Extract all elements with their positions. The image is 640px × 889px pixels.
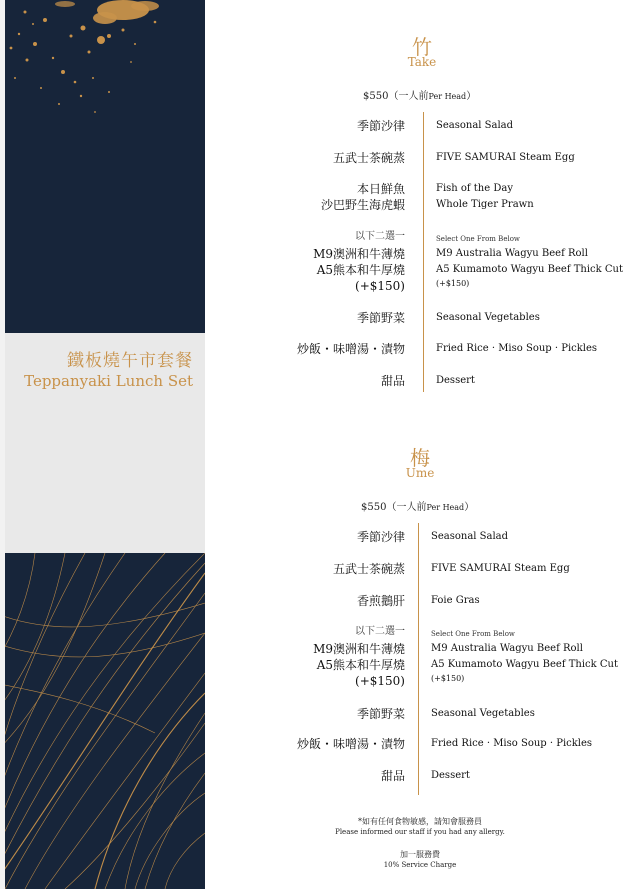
menu-item-zh: M9澳洲和牛薄燒 (313, 642, 405, 656)
menu-item-en: Whole Tiger Prawn (436, 199, 534, 210)
menu-item-en: Dessert (436, 375, 475, 386)
menu-item-zh: (+$150) (355, 279, 405, 293)
gold-splatter-decoration (5, 0, 205, 333)
menu-item-zh: 甜品 (380, 769, 405, 783)
menu-item-zh: 季節野菜 (356, 311, 405, 325)
menu-item-en: A5 Kumamoto Wagyu Beef Thick Cut (436, 264, 623, 275)
menu-item-en: FIVE SAMURAI Steam Egg (436, 152, 575, 163)
menu-item-en: (+$150) (431, 674, 465, 683)
menu-take-price (363, 87, 476, 102)
menu-item-en: Seasonal Salad (431, 531, 509, 542)
menu-item-zh: A5熊本和牛厚燒 (316, 658, 405, 672)
allergy-note-en: Please informed our staff if you had any allergy. (335, 828, 505, 836)
menu-ume-price (361, 498, 474, 513)
menu-item-zh: 沙巴野生海虎蝦 (320, 198, 405, 212)
menu-item-en: Fried Rice · Miso Soup · Pickles (431, 738, 593, 749)
decor-panel-top (5, 0, 205, 333)
menu-item-en: M9 Australia Wagyu Beef Roll (431, 643, 583, 654)
menu-item-en: Dessert (431, 770, 470, 781)
allergy-note-zh: *如有任何食物敏感，請知會服務員 (358, 817, 482, 826)
decor-panel-bottom (5, 553, 205, 889)
service-charge-note (300, 849, 540, 870)
price-close: ） (466, 91, 477, 102)
menu-item-en: (+$150) (436, 279, 470, 288)
menu-item-zh: 香煎鵝肝 (356, 594, 405, 608)
menu-ume-title-english: Ume (405, 466, 435, 480)
menu-item-zh: 甜品 (380, 374, 405, 388)
service-charge-en: 10% Service Charge (383, 861, 457, 869)
menu-item-en: Seasonal Salad (436, 120, 514, 131)
menu-item-zh: 炒飯・味噌湯・漬物 (296, 342, 405, 356)
menu-item-zh: A5熊本和牛厚燒 (316, 263, 405, 277)
menu-item-zh: 季節野菜 (356, 707, 405, 721)
divider-line (418, 523, 419, 795)
menu-item-en: Fish of the Day (436, 183, 513, 194)
menu-item-en: Foie Gras (431, 595, 480, 606)
menu-item-en: FIVE SAMURAI Steam Egg (431, 563, 570, 574)
price-text: $550（一人前 (361, 502, 427, 513)
menu-item-zh: (+$150) (355, 674, 405, 688)
menu-item-zh: 五武士茶碗蒸 (332, 562, 405, 576)
menu-item-en: Fried Rice · Miso Soup · Pickles (436, 343, 598, 354)
menu-item-zh: 季節沙律 (356, 119, 405, 133)
menu-item-en: M9 Australia Wagyu Beef Roll (436, 248, 588, 259)
choice-note-zh: 以下二選一 (355, 231, 405, 242)
menu-item-zh: 本日鮮魚 (356, 182, 405, 196)
menu-item-en: Seasonal Vegetables (431, 708, 535, 719)
choice-note-zh: 以下二選一 (355, 626, 405, 637)
price-per-head: Per Head (428, 92, 467, 101)
menu-ume-title-chinese: 梅 (410, 446, 430, 470)
menu-item-en: A5 Kumamoto Wagyu Beef Thick Cut (431, 659, 618, 670)
menu-item-zh: 炒飯・味噌湯・漬物 (296, 737, 405, 751)
menu-take-title-english: Take (407, 55, 437, 69)
set-title-english: Teppanyaki Lunch Set (24, 372, 193, 390)
menu-take-title-chinese: 竹 (412, 35, 432, 59)
gold-leaf-decoration (5, 553, 205, 889)
menu-item-zh: 五武士茶碗蒸 (332, 151, 405, 165)
price-close: ） (464, 502, 475, 513)
divider-line (423, 112, 424, 392)
price-per-head: Per Head (426, 503, 465, 512)
menu-item-zh: 季節沙律 (356, 530, 405, 544)
allergy-note (300, 816, 540, 837)
set-title-chinese: 鐵板燒午市套餐 (67, 351, 193, 371)
service-charge-zh: 加一服務費 (400, 850, 440, 859)
choice-note-en: Select One From Below (431, 630, 515, 638)
menu-item-zh: M9澳洲和牛薄燒 (313, 247, 405, 261)
price-text: $550（一人前 (363, 91, 429, 102)
choice-note-en: Select One From Below (436, 235, 520, 243)
menu-item-en: Seasonal Vegetables (436, 312, 540, 323)
